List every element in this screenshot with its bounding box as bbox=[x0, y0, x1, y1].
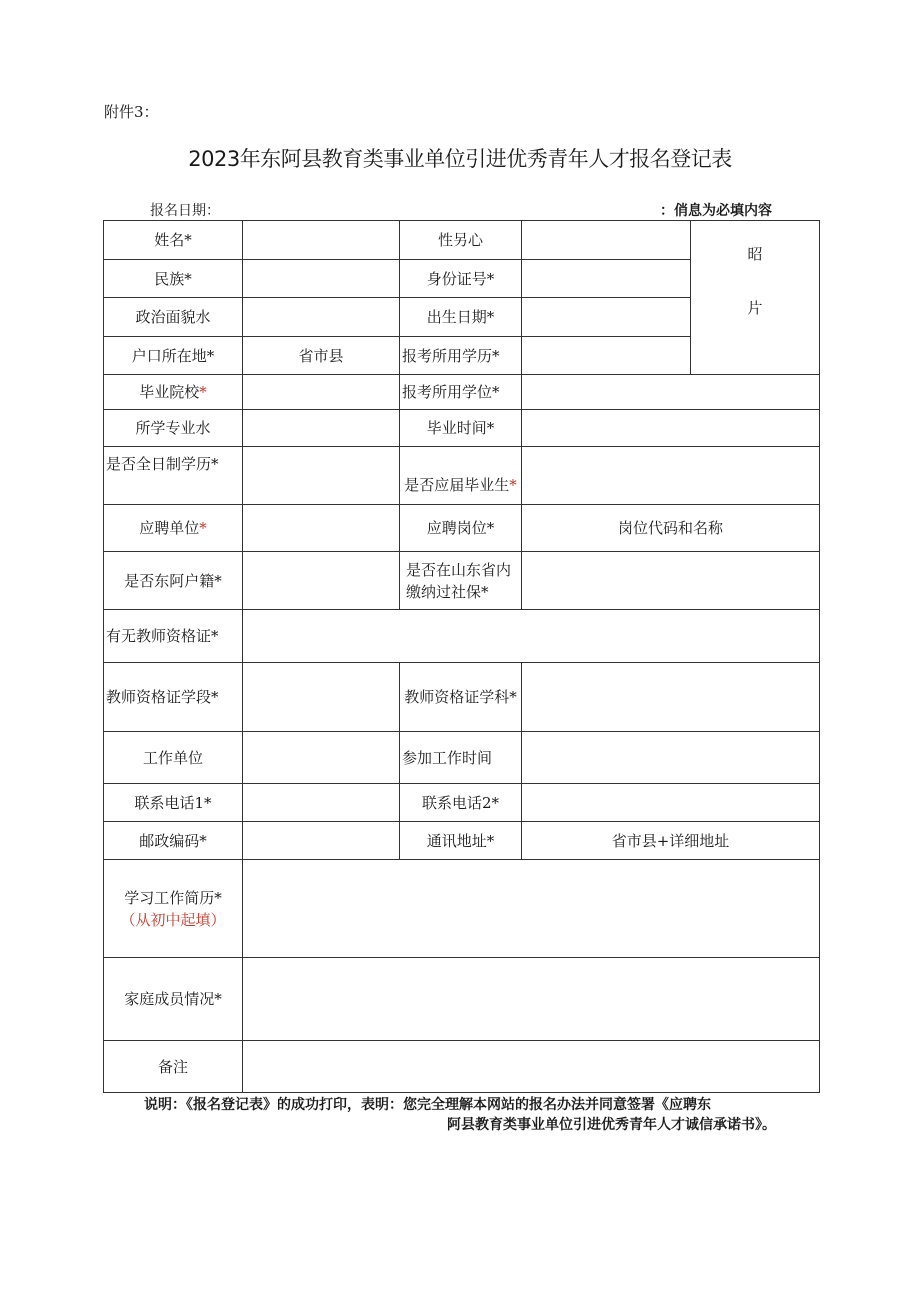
education-label: 报考所用学历* bbox=[400, 337, 522, 375]
phone2-field[interactable] bbox=[522, 784, 820, 822]
required-star: * bbox=[509, 476, 517, 494]
teacher-cert-field[interactable] bbox=[243, 610, 820, 663]
fulltime-label: 是否全日制学历* bbox=[104, 447, 243, 505]
cert-level-field[interactable] bbox=[243, 663, 400, 732]
school-field[interactable] bbox=[243, 375, 400, 410]
id-number-field[interactable] bbox=[522, 260, 691, 298]
phone1-label: 联系电话1* bbox=[104, 784, 243, 822]
position-field[interactable]: 岗位代码和名称 bbox=[522, 505, 820, 552]
footer-note-line2: 阿县教育类事业单位引进优秀青年人才诚信承诺书》。 bbox=[447, 1117, 776, 1133]
degree-field[interactable] bbox=[522, 375, 820, 410]
dong-e-hukou-label: 是否东阿户籍* bbox=[104, 552, 243, 610]
resume-field[interactable] bbox=[243, 860, 820, 958]
social-security-label: 是否在山东省内缴纳过社保* bbox=[400, 552, 522, 610]
hukou-field[interactable]: 省市县 bbox=[243, 337, 400, 375]
degree-label: 报考所用学位* bbox=[400, 375, 522, 410]
remarks-label: 备注 bbox=[104, 1041, 243, 1093]
dong-e-hukou-field[interactable] bbox=[243, 552, 400, 610]
gender-label: 性另心 bbox=[400, 221, 522, 260]
photo-box[interactable] bbox=[691, 221, 820, 375]
fresh-graduate-field[interactable] bbox=[522, 447, 820, 505]
resume-label bbox=[104, 860, 243, 958]
education-field[interactable] bbox=[522, 337, 691, 375]
fresh-graduate-label bbox=[400, 447, 522, 505]
work-unit-label: 工作单位 bbox=[104, 732, 243, 784]
address-field[interactable]: 省市县+详细地址 bbox=[522, 822, 820, 860]
remarks-field[interactable] bbox=[243, 1041, 820, 1093]
major-field[interactable] bbox=[243, 410, 400, 447]
major-label: 所学专业水 bbox=[104, 410, 243, 447]
political-status-label: 政治面貌水 bbox=[104, 298, 243, 337]
cert-level-label: 教师资格证学段* bbox=[104, 663, 243, 732]
footer-note-line1: 说明：《报名登记表》的成功打印，表明：您完全理解本网站的报名办法并同意签署《应聘东 bbox=[144, 1097, 711, 1113]
hukou-label: 户口所在地* bbox=[104, 337, 243, 375]
resume-hint: （从初中起填） bbox=[120, 910, 226, 929]
cert-subject-label: 教师资格证学科* bbox=[400, 663, 522, 732]
birth-date-label: 出生日期* bbox=[400, 298, 522, 337]
required-note: ：俏息为必填内容 bbox=[660, 203, 772, 219]
ethnicity-field[interactable] bbox=[243, 260, 400, 298]
cert-subject-field[interactable] bbox=[522, 663, 820, 732]
required-star: * bbox=[199, 519, 207, 537]
resume-label-text: 学习工作简历* bbox=[124, 888, 222, 907]
attachment-label: 附件3： bbox=[104, 103, 159, 121]
page-title: 2023年东阿县教育类事业单位引进优秀青年人才报名登记表 bbox=[188, 147, 732, 171]
political-status-field[interactable] bbox=[243, 298, 400, 337]
work-start-field[interactable] bbox=[522, 732, 820, 784]
required-star: * bbox=[199, 383, 207, 401]
phone2-label: 联系电话2* bbox=[400, 784, 522, 822]
registration-date-label: 报名日期： bbox=[150, 203, 220, 219]
gender-field[interactable] bbox=[522, 221, 691, 260]
graduation-time-label: 毕业时间* bbox=[400, 410, 522, 447]
name-field[interactable] bbox=[243, 221, 400, 260]
school-label-text: 毕业院校 bbox=[139, 383, 200, 401]
position-label: 应聘岗位* bbox=[400, 505, 522, 552]
family-label: 家庭成员情况* bbox=[104, 958, 243, 1041]
teacher-cert-label: 有无教师资格证* bbox=[104, 610, 243, 663]
birth-date-field[interactable] bbox=[522, 298, 691, 337]
registration-form bbox=[103, 220, 820, 1093]
photo-label-2: 片 bbox=[747, 299, 763, 317]
work-start-label: 参加工作时间 bbox=[400, 732, 522, 784]
school-label bbox=[104, 375, 243, 410]
employer-label bbox=[104, 505, 243, 552]
employer-label-text: 应聘单位 bbox=[139, 519, 200, 537]
fulltime-field[interactable] bbox=[243, 447, 400, 505]
graduation-time-field[interactable] bbox=[522, 410, 820, 447]
name-label: 姓名* bbox=[104, 221, 243, 260]
family-field[interactable] bbox=[243, 958, 820, 1041]
id-number-label: 身份证号* bbox=[400, 260, 522, 298]
postcode-label: 邮政编码* bbox=[104, 822, 243, 860]
phone1-field[interactable] bbox=[243, 784, 400, 822]
work-unit-field[interactable] bbox=[243, 732, 400, 784]
fresh-graduate-label-text: 是否应届毕业生 bbox=[404, 476, 510, 494]
postcode-field[interactable] bbox=[243, 822, 400, 860]
social-security-field[interactable] bbox=[522, 552, 820, 610]
employer-field[interactable] bbox=[243, 505, 400, 552]
address-label: 通讯地址* bbox=[400, 822, 522, 860]
photo-label-1: 昭 bbox=[747, 245, 763, 263]
ethnicity-label: 民族* bbox=[104, 260, 243, 298]
